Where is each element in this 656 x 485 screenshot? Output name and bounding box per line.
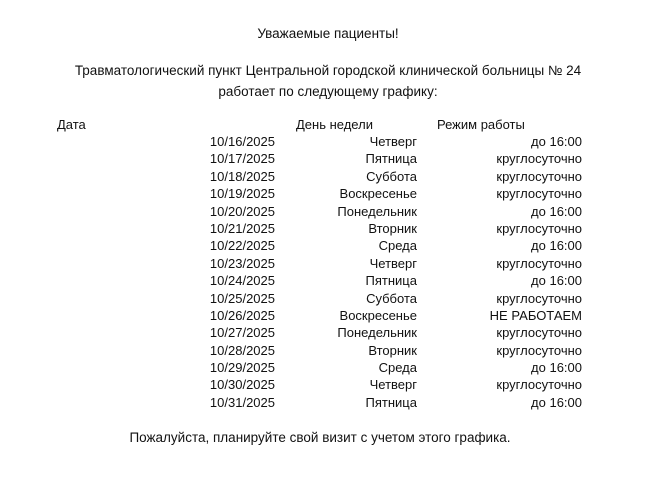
row-date: 10/26/2025	[209, 307, 275, 323]
intro-line-2: работает по следующему графику:	[218, 84, 438, 99]
table-row	[0, 376, 656, 393]
row-day: Пятница	[365, 273, 417, 289]
table-row	[0, 324, 656, 341]
row-mode: до 16:00	[531, 394, 582, 410]
row-day: Понедельник	[337, 325, 417, 341]
table-row	[0, 290, 656, 307]
header-mode: Режим работы	[437, 117, 525, 132]
table-row	[0, 237, 656, 254]
row-date: 10/30/2025	[209, 377, 275, 393]
row-mode: до 16:00	[531, 134, 582, 149]
row-day: Понедельник	[337, 203, 417, 219]
table-row	[0, 307, 656, 324]
row-date: 10/22/2025	[209, 238, 275, 254]
table-row	[0, 255, 656, 272]
row-day: Четверг	[369, 377, 417, 393]
row-date: 10/18/2025	[209, 168, 275, 184]
row-mode: до 16:00	[531, 360, 582, 376]
row-day: Четверг	[369, 255, 417, 271]
table-row	[0, 394, 656, 411]
row-day: Воскресенье	[339, 307, 417, 323]
row-date: 10/17/2025	[209, 151, 275, 167]
row-date: 10/24/2025	[209, 273, 275, 289]
table-row	[0, 203, 656, 220]
row-mode: круглосуточно	[496, 290, 582, 306]
row-date: 10/20/2025	[209, 203, 275, 219]
row-mode: НЕ РАБОТАЕМ	[489, 307, 582, 323]
table-row	[0, 133, 656, 150]
notice-title: Уважаемые пациенты!	[257, 26, 399, 41]
table-row	[0, 342, 656, 359]
row-day: Вторник	[368, 342, 417, 358]
row-mode: до 16:00	[531, 203, 582, 219]
row-date: 10/27/2025	[209, 325, 275, 341]
row-mode: круглосуточно	[496, 325, 582, 341]
row-mode: круглосуточно	[496, 186, 582, 202]
table-row	[0, 220, 656, 237]
row-day: Пятница	[365, 151, 417, 167]
row-mode: круглосуточно	[496, 168, 582, 184]
row-mode: до 16:00	[531, 273, 582, 289]
row-day: Пятница	[365, 394, 417, 410]
row-day: Воскресенье	[339, 186, 417, 202]
table-row	[0, 272, 656, 289]
row-day: Среда	[378, 360, 417, 376]
row-date: 10/25/2025	[209, 290, 275, 306]
row-day: Вторник	[368, 220, 417, 236]
table-row	[0, 168, 656, 185]
schedule-table	[0, 133, 656, 411]
intro-line-1: Травматологический пункт Центральной городской клинической больницы № 24	[74, 63, 582, 78]
header-day: День недели	[296, 117, 373, 132]
notice-footer: Пожалуйста, планируйте свой визит с учетом этого графика.	[129, 430, 511, 445]
row-day: Четверг	[369, 134, 417, 149]
row-date: 10/21/2025	[209, 220, 275, 236]
notice-intro	[0, 60, 656, 102]
row-mode: круглосуточно	[496, 377, 582, 393]
row-mode: круглосуточно	[496, 342, 582, 358]
table-row	[0, 185, 656, 202]
row-mode: круглосуточно	[496, 151, 582, 167]
row-day: Суббота	[366, 168, 417, 184]
row-day: Суббота	[366, 290, 417, 306]
table-row	[0, 150, 656, 167]
row-date: 10/31/2025	[209, 394, 275, 410]
row-day: Среда	[378, 238, 417, 254]
row-date: 10/16/2025	[209, 134, 275, 149]
header-date: Дата	[57, 117, 86, 132]
row-date: 10/19/2025	[209, 186, 275, 202]
table-row	[0, 359, 656, 376]
row-date: 10/29/2025	[209, 360, 275, 376]
row-mode: круглосуточно	[496, 255, 582, 271]
row-date: 10/28/2025	[209, 342, 275, 358]
row-date: 10/23/2025	[209, 255, 275, 271]
row-mode: до 16:00	[531, 238, 582, 254]
row-mode: круглосуточно	[496, 220, 582, 236]
